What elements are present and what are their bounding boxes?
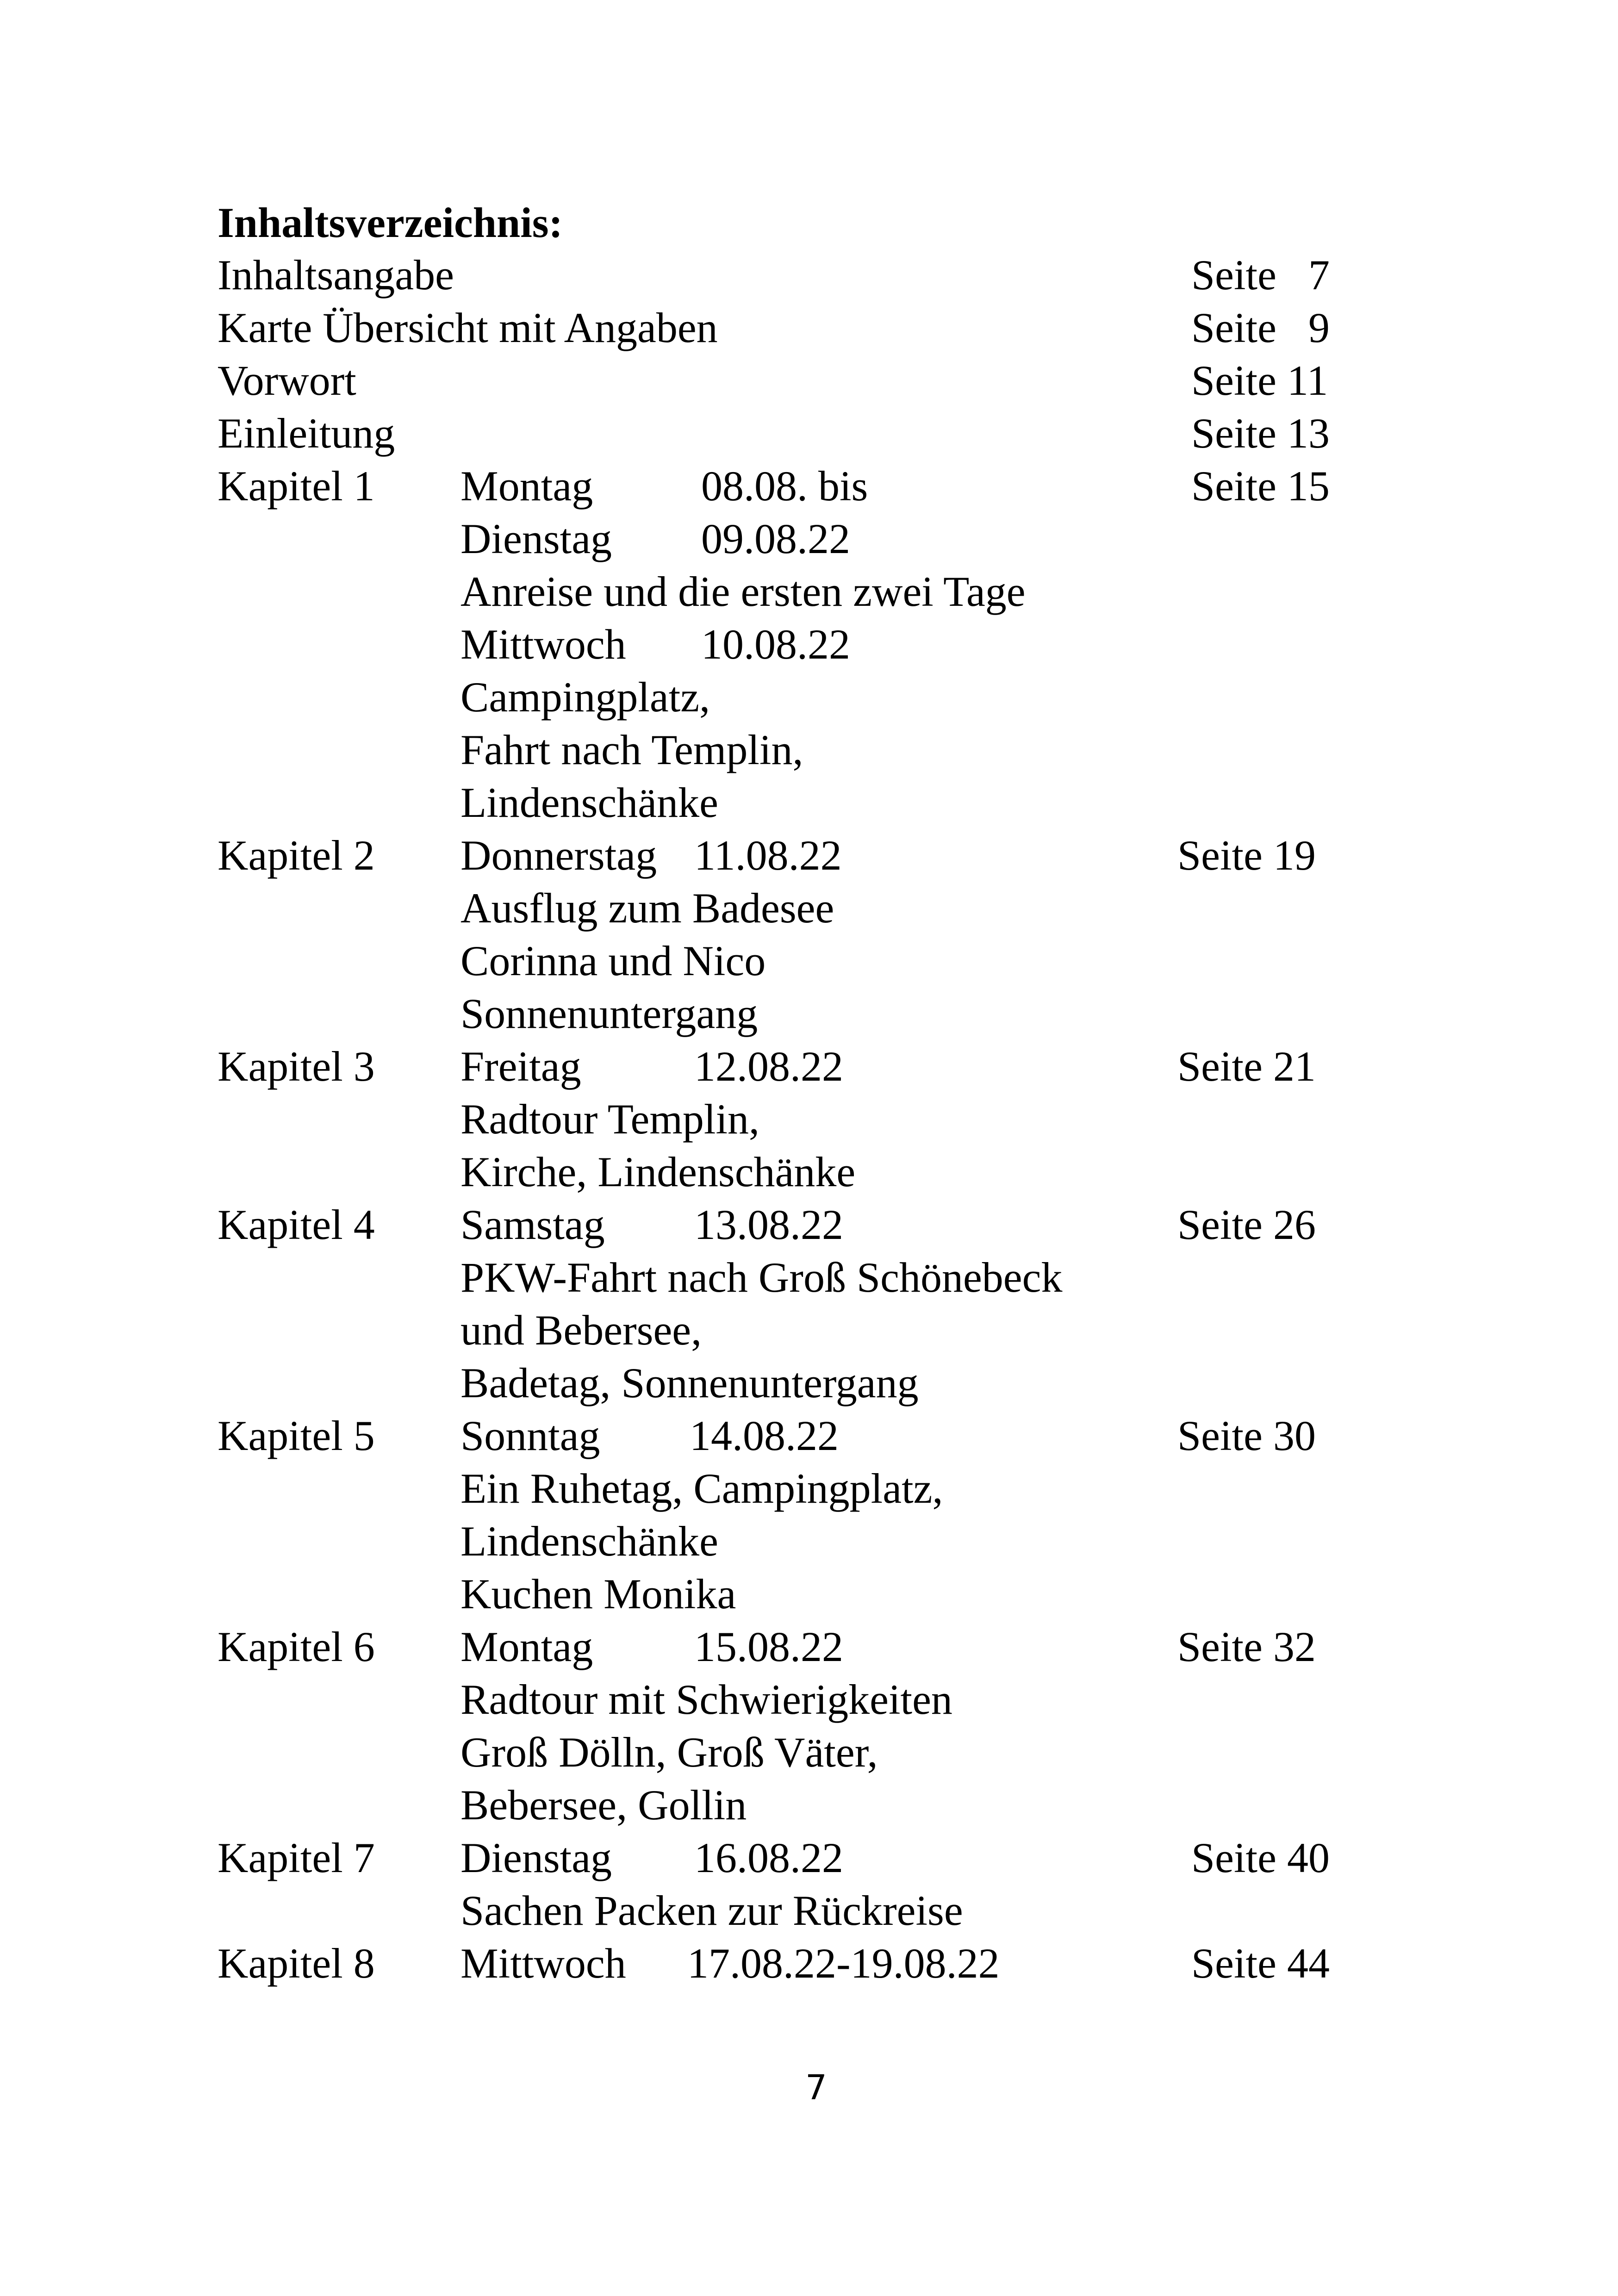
chapter-detail: Ein Ruhetag, Campingplatz, xyxy=(461,1465,943,1512)
chapter-label: Kapitel 7 xyxy=(218,1834,375,1881)
chapter-detail: Kirche, Lindenschänke xyxy=(461,1148,856,1195)
chapter-detail: Fahrt nach Templin, xyxy=(461,726,803,773)
chapter-date: 15.08.22 xyxy=(694,1623,843,1670)
chapter-label: Kapitel 4 xyxy=(218,1201,375,1248)
chapter-day: Samstag xyxy=(461,1201,605,1248)
chapter-day: Mittwoch xyxy=(461,1940,626,1987)
chapter-detail: Lindenschänke xyxy=(461,1518,718,1565)
chapter-page: Seite 40 xyxy=(1191,1834,1330,1881)
chapter-day: Sonntag xyxy=(461,1412,600,1459)
chapter-date: 11.08.22 xyxy=(694,832,842,879)
chapter-detail-date: 09.08.22 xyxy=(701,515,850,562)
chapter-detail: Kuchen Monika xyxy=(461,1570,736,1618)
chapter-detail: PKW-Fahrt nach Groß Schönebeck xyxy=(461,1254,1063,1301)
chapter-detail: Radtour mit Schwierigkeiten xyxy=(461,1676,952,1723)
chapter-detail: und Bebersee, xyxy=(461,1307,702,1354)
chapter-day: Dienstag xyxy=(461,1834,612,1881)
toc-entry-label: Vorwort xyxy=(218,357,356,404)
chapter-detail: Corinna und Nico xyxy=(461,937,766,984)
chapter-page: Seite 26 xyxy=(1177,1201,1316,1248)
chapter-date: 16.08.22 xyxy=(694,1834,843,1881)
chapter-label: Kapitel 3 xyxy=(218,1043,375,1090)
chapter-detail: Groß Dölln, Groß Väter, xyxy=(461,1729,878,1776)
chapter-page: Seite 19 xyxy=(1177,832,1316,879)
chapter-detail: Lindenschänke xyxy=(461,779,718,826)
toc-entry-page: Seite 9 xyxy=(1191,304,1330,351)
toc-entry-page: Seite 7 xyxy=(1191,251,1330,299)
chapter-detail: Ausflug zum Badesee xyxy=(461,884,834,932)
chapter-label: Kapitel 6 xyxy=(218,1623,375,1670)
chapter-day: Montag xyxy=(461,1623,593,1670)
chapter-detail: Campingplatz, xyxy=(461,673,710,721)
chapter-page: Seite 44 xyxy=(1191,1940,1330,1987)
chapter-date: 12.08.22 xyxy=(694,1043,843,1090)
chapter-day: Donnerstag xyxy=(461,832,657,879)
chapter-detail: Radtour Templin, xyxy=(461,1095,760,1143)
chapter-day: Montag xyxy=(461,462,593,510)
chapter-detail: Sachen Packen zur Rückreise xyxy=(461,1887,963,1934)
toc-entry-label: Einleitung xyxy=(218,410,395,457)
chapter-page: Seite 15 xyxy=(1191,462,1330,510)
toc-entry-page: Seite 13 xyxy=(1191,410,1330,457)
chapter-date: 17.08.22-19.08.22 xyxy=(687,1940,1000,1987)
chapter-page: Seite 32 xyxy=(1177,1623,1316,1670)
chapter-detail: Bebersee, Gollin xyxy=(461,1781,747,1829)
toc-entry-label: Karte Übersicht mit Angaben xyxy=(218,304,718,351)
chapter-detail: Sonnenuntergang xyxy=(461,990,758,1037)
chapter-detail: Anreise und die ersten zwei Tage xyxy=(461,568,1026,615)
chapter-detail: Badetag, Sonnenuntergang xyxy=(461,1359,919,1406)
page-number: 7 xyxy=(805,2068,828,2108)
chapter-page: Seite 30 xyxy=(1177,1412,1316,1459)
chapter-date: 14.08.22 xyxy=(690,1412,839,1459)
chapter-date: 13.08.22 xyxy=(694,1201,843,1248)
toc-entry-page: Seite 11 xyxy=(1191,357,1328,404)
chapter-page: Seite 21 xyxy=(1177,1043,1316,1090)
toc-entry-label: Inhaltsangabe xyxy=(218,251,454,299)
chapter-label: Kapitel 1 xyxy=(218,462,375,510)
chapter-detail-day: Mittwoch xyxy=(461,621,626,668)
toc-title: Inhaltsverzeichnis: xyxy=(218,199,563,246)
chapter-label: Kapitel 5 xyxy=(218,1412,375,1459)
chapter-label: Kapitel 2 xyxy=(218,832,375,879)
chapter-label: Kapitel 8 xyxy=(218,1940,375,1987)
chapter-day: Freitag xyxy=(461,1043,581,1090)
chapter-detail-date: 10.08.22 xyxy=(701,621,850,668)
chapter-date: 08.08. bis xyxy=(701,462,868,510)
chapter-detail-day: Dienstag xyxy=(461,515,612,562)
